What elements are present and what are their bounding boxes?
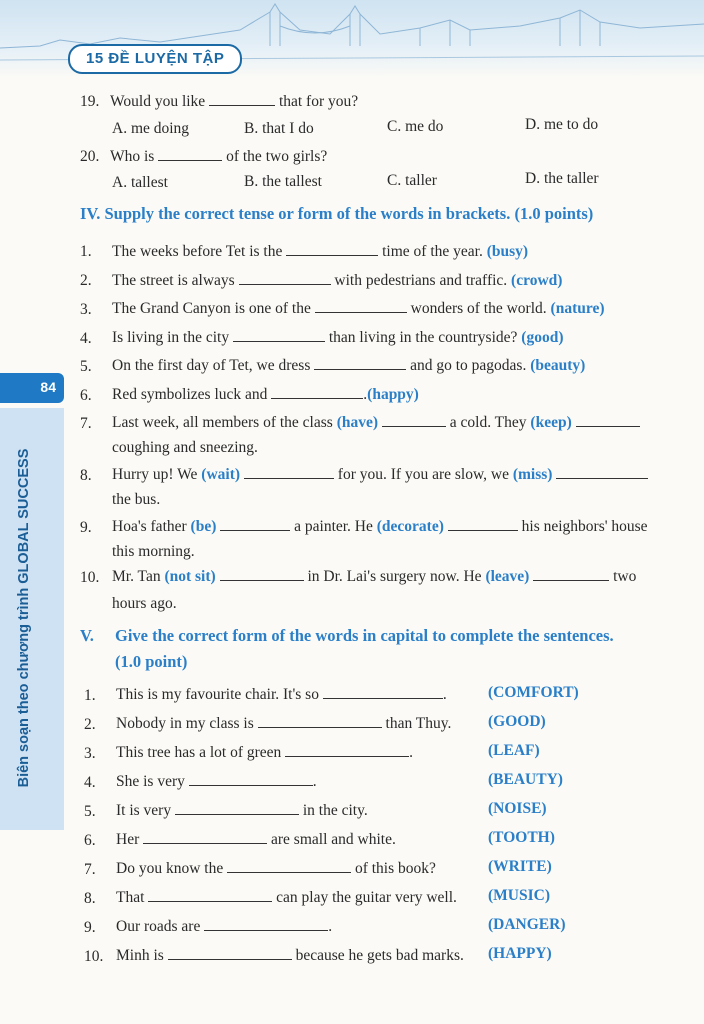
answer-option: C. taller xyxy=(387,172,437,189)
answer-option: B. the tallest xyxy=(244,173,322,190)
exercise-item: It is very in the city. xyxy=(116,802,368,819)
answer-blank xyxy=(576,414,640,427)
answer-blank xyxy=(244,466,334,479)
section-heading: Give the correct form of the words in capital to complete the sentences. xyxy=(115,626,614,645)
answer-blank xyxy=(323,686,443,699)
capital-word: (GOOD) xyxy=(488,713,546,730)
section-heading-points: (1.0 point) xyxy=(115,652,188,671)
item-number: 5. xyxy=(80,358,92,375)
exercise-item: Her are small and white. xyxy=(116,831,396,848)
sidebar-vertical-text: Biên soạn theo chương trình GLOBAL SUCCESS xyxy=(16,448,32,788)
capital-word: (LEAF) xyxy=(488,742,540,759)
item-number: 10. xyxy=(84,948,104,965)
page-number-tab xyxy=(0,373,64,403)
exercise-item: Hoa's father (be) a painter. He (decorate) his neighbors' house xyxy=(112,518,648,535)
item-number: 6. xyxy=(84,832,96,849)
answer-blank xyxy=(314,357,406,370)
exercise-item: Last week, all members of the class (have) a cold. They (keep) xyxy=(112,414,640,432)
answer-option: A. tallest xyxy=(112,174,168,191)
item-number: 2. xyxy=(84,716,96,733)
exercise-item-continued: this morning. xyxy=(112,543,195,560)
answer-blank xyxy=(158,148,222,161)
question-stem: Would you like that for you? xyxy=(110,93,359,110)
answer-blank xyxy=(148,889,272,902)
answer-blank xyxy=(556,466,648,479)
answer-blank xyxy=(220,518,290,531)
exercise-item: That can play the guitar very well. xyxy=(116,889,457,906)
answer-blank xyxy=(168,947,292,960)
item-number: 8. xyxy=(80,467,92,484)
book-title-badge: 15 ĐỀ LUYỆN TẬP xyxy=(68,44,242,74)
item-number: 9. xyxy=(80,519,92,536)
capital-word: (BEAUTY) xyxy=(488,771,563,788)
exercise-item: This is my favourite chair. It's so . xyxy=(116,686,447,703)
exercise-item: Red symbolizes luck and .(happy) xyxy=(112,386,419,403)
capital-word: (WRITE) xyxy=(488,858,552,875)
answer-option: B. that I do xyxy=(244,120,314,137)
answer-blank xyxy=(227,860,351,873)
item-number: 4. xyxy=(84,774,96,791)
exercise-item: Is living in the city than living in the countryside? (good) xyxy=(112,329,564,346)
exercise-item: Nobody in my class is than Thuy. xyxy=(116,715,452,732)
item-number: 1. xyxy=(84,687,96,704)
answer-option: D. me to do xyxy=(525,116,599,133)
answer-blank xyxy=(204,918,328,931)
item-number: 6. xyxy=(80,387,92,404)
exercise-item: Do you know the of this book? xyxy=(116,860,436,877)
exercise-item-continued: the bus. xyxy=(112,491,161,508)
item-number: 3. xyxy=(84,745,96,762)
item-number: 10. xyxy=(80,569,100,586)
answer-blank xyxy=(209,93,275,106)
section-number: V. xyxy=(80,626,94,645)
item-number: 3. xyxy=(80,301,92,318)
answer-blank xyxy=(143,831,267,844)
answer-blank xyxy=(189,773,313,786)
exercise-item: On the first day of Tet, we dress and go to pagodas. (beauty) xyxy=(112,357,586,374)
question-number: 19. xyxy=(80,93,100,110)
page-number: 84 xyxy=(40,379,56,395)
item-number: 9. xyxy=(84,919,96,936)
exercise-item: Mr. Tan (not sit) in Dr. Lai's surgery now. He (leave) two xyxy=(112,568,637,585)
item-number: 1. xyxy=(80,243,92,260)
exercise-item: The Grand Canyon is one of the wonders of the world. (nature) xyxy=(112,300,605,317)
exercise-item-continued: hours ago. xyxy=(112,595,177,612)
capital-word: (HAPPY) xyxy=(488,945,552,962)
answer-option: C. me do xyxy=(387,118,444,135)
item-number: 7. xyxy=(84,861,96,878)
exercise-item: Our roads are . xyxy=(116,918,333,935)
answer-blank xyxy=(271,386,363,399)
answer-blank xyxy=(175,802,299,815)
exercise-item: She is very . xyxy=(116,773,317,790)
exercise-item-continued: coughing and sneezing. xyxy=(112,439,258,456)
answer-option: A. me doing xyxy=(112,120,190,137)
question-number: 20. xyxy=(80,148,100,165)
answer-blank xyxy=(448,518,518,531)
capital-word: (MUSIC) xyxy=(488,887,550,904)
capital-word: (TOOTH) xyxy=(488,829,555,846)
capital-word: (NOISE) xyxy=(488,800,547,817)
answer-blank xyxy=(258,715,382,728)
question-stem: Who is of the two girls? xyxy=(110,148,328,165)
answer-blank xyxy=(220,568,304,581)
exercise-item: The weeks before Tet is the time of the year. (busy) xyxy=(112,243,529,260)
item-number: 5. xyxy=(84,803,96,820)
sidebar-strip xyxy=(0,408,64,830)
answer-blank xyxy=(239,272,331,285)
answer-blank xyxy=(233,329,325,342)
item-number: 4. xyxy=(80,330,92,347)
item-number: 8. xyxy=(84,890,96,907)
exercise-item: Hurry up! We (wait) for you. If you are slow, we (miss) xyxy=(112,466,648,484)
capital-word: (COMFORT) xyxy=(488,684,579,701)
exercise-item: Minh is because he gets bad marks. xyxy=(116,947,464,964)
section-heading: IV. Supply the correct tense or form of the words in brackets. (1.0 points) xyxy=(80,204,594,223)
answer-blank xyxy=(315,300,407,313)
item-number: 7. xyxy=(80,415,92,432)
answer-blank xyxy=(382,414,446,427)
item-number: 2. xyxy=(80,272,92,289)
answer-blank xyxy=(285,744,409,757)
answer-blank xyxy=(533,568,609,581)
exercise-item: The street is always with pedestrians and traffic. (crowd) xyxy=(112,272,563,289)
answer-blank xyxy=(286,243,378,256)
capital-word: (DANGER) xyxy=(488,916,566,933)
answer-option: D. the taller xyxy=(525,170,599,187)
exercise-item: This tree has a lot of green . xyxy=(116,744,414,761)
